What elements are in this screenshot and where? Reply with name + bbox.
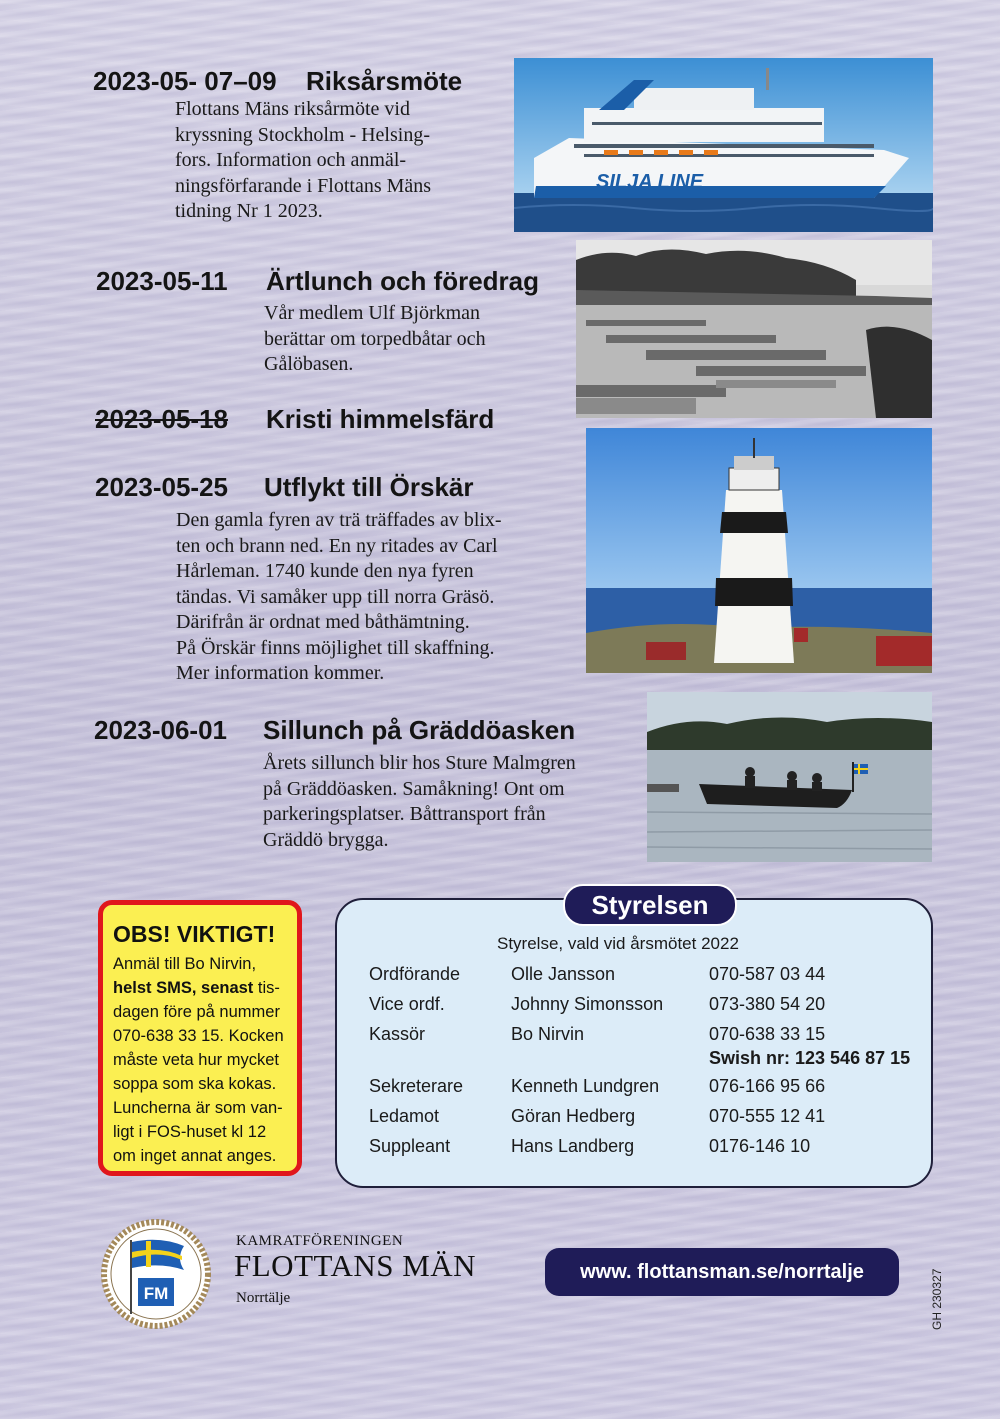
event-5-body: Årets sillunch blir hos Sture Malmgren på Gräddöasken. Samåkning! Ont om parkeringsplatser. Båttransport från Gräddö brygga.: [263, 752, 576, 851]
print-code: GH 230327: [930, 1268, 944, 1330]
event-2-body: Vår medlem Ulf Björkman berättar om torpedbåtar och Gålöbasen.: [264, 302, 486, 375]
board-phone: 0176-146 10: [709, 1136, 811, 1156]
event-3-title: Kristi himmelsfärd: [266, 404, 495, 434]
board-name: Göran Hedberg: [511, 1106, 636, 1126]
event-3-date: 2023-05-18: [95, 404, 228, 434]
obs-body: [113, 952, 287, 1168]
board-name: Bo Nirvin: [511, 1024, 585, 1044]
boat-photo: [647, 692, 932, 862]
org-name: FLOTTANS MÄN: [234, 1248, 477, 1283]
board-name: Johnny Simonsson: [511, 994, 664, 1014]
board-phone: 070-555 12 41: [709, 1106, 826, 1126]
board-name: Olle Jansson: [511, 964, 616, 984]
board-phone: 070-638 33 15: [709, 1024, 826, 1044]
board-name: Kenneth Lundgren: [511, 1076, 660, 1096]
obs-title: OBS! VIKTIGT!: [113, 921, 276, 947]
swish-number: Swish nr: 123 546 87 15: [709, 1048, 911, 1068]
ferry-brand-text: SILJA LINE: [596, 171, 704, 193]
board-role: Ledamot: [369, 1106, 440, 1126]
board-role: Suppleant: [369, 1136, 451, 1156]
board-phone: 076-166 95 66: [709, 1076, 826, 1096]
lighthouse-photo: [586, 428, 932, 673]
harbor-photo: [576, 240, 932, 418]
flottans-man-logo: [100, 1218, 212, 1330]
event-2-title: Ärtlunch och föredrag: [266, 266, 540, 296]
board-phone: 073-380 54 20: [709, 994, 826, 1014]
logo-text: FM: [143, 1284, 169, 1303]
ferry-photo: [514, 58, 933, 232]
board-role: Kassör: [369, 1024, 426, 1044]
board-role: Ordförande: [369, 964, 461, 984]
board-subtitle: Styrelse, vald vid årsmötet 2022: [497, 934, 739, 953]
board-box: [335, 898, 933, 1188]
board-name: Hans Landberg: [511, 1136, 635, 1156]
event-1-date: 2023-05- 07–09: [93, 66, 277, 96]
org-city: Norrtälje: [236, 1290, 291, 1306]
obs-rest-text: tis-dagen före på nummer 070-638 33 15. Kocken måste veta hur mycket soppa som ska kokas. Luncherna är som van-ligt i FOS-huset kl 12 om inget annat anges.: [113, 979, 284, 1165]
event-1-body: Flottans Mäns riksårmöte vid kryssning Stockholm - Helsing- fors. Information och anmäl- ningsförfarande i Flottans Mäns tidning Nr 1 2023.: [175, 98, 432, 222]
board-phone: 070-587 03 44: [709, 964, 826, 984]
event-1-title: Riksårsmöte: [306, 66, 463, 96]
event-5-title: Sillunch på Gräddöasken: [263, 715, 576, 745]
event-4-title: Utflykt till Örskär: [264, 472, 474, 502]
website-link[interactable]: www. flottansman.se/norrtalje: [545, 1248, 899, 1296]
event-4-body: Den gamla fyren av trä träffades av blix- ten och brann ned. En ny ritades av Carl Hårleman. 1740 kunde den nya fyren tändas. Vi samåker upp till norra Gräsö. Därifrån är ordnat med båthämtning. På Örskär finns möjlighet till skaffning. Mer information kommer.: [176, 509, 502, 684]
obs-line1: Anmäl till Bo Nirvin,: [113, 955, 257, 973]
board-heading: Styrelsen: [563, 884, 737, 926]
obs-notice-box: [98, 900, 302, 1176]
board-role: Vice ordf.: [369, 994, 445, 1014]
event-4-date: 2023-05-25: [95, 472, 228, 502]
board-role: Sekreterare: [369, 1076, 464, 1096]
event-5-date: 2023-06-01: [94, 715, 227, 745]
org-prefix: KAMRATFÖRENINGEN: [236, 1233, 404, 1249]
obs-bold-text: helst SMS, senast: [113, 979, 254, 997]
event-2-date: 2023-05-11: [96, 266, 228, 296]
